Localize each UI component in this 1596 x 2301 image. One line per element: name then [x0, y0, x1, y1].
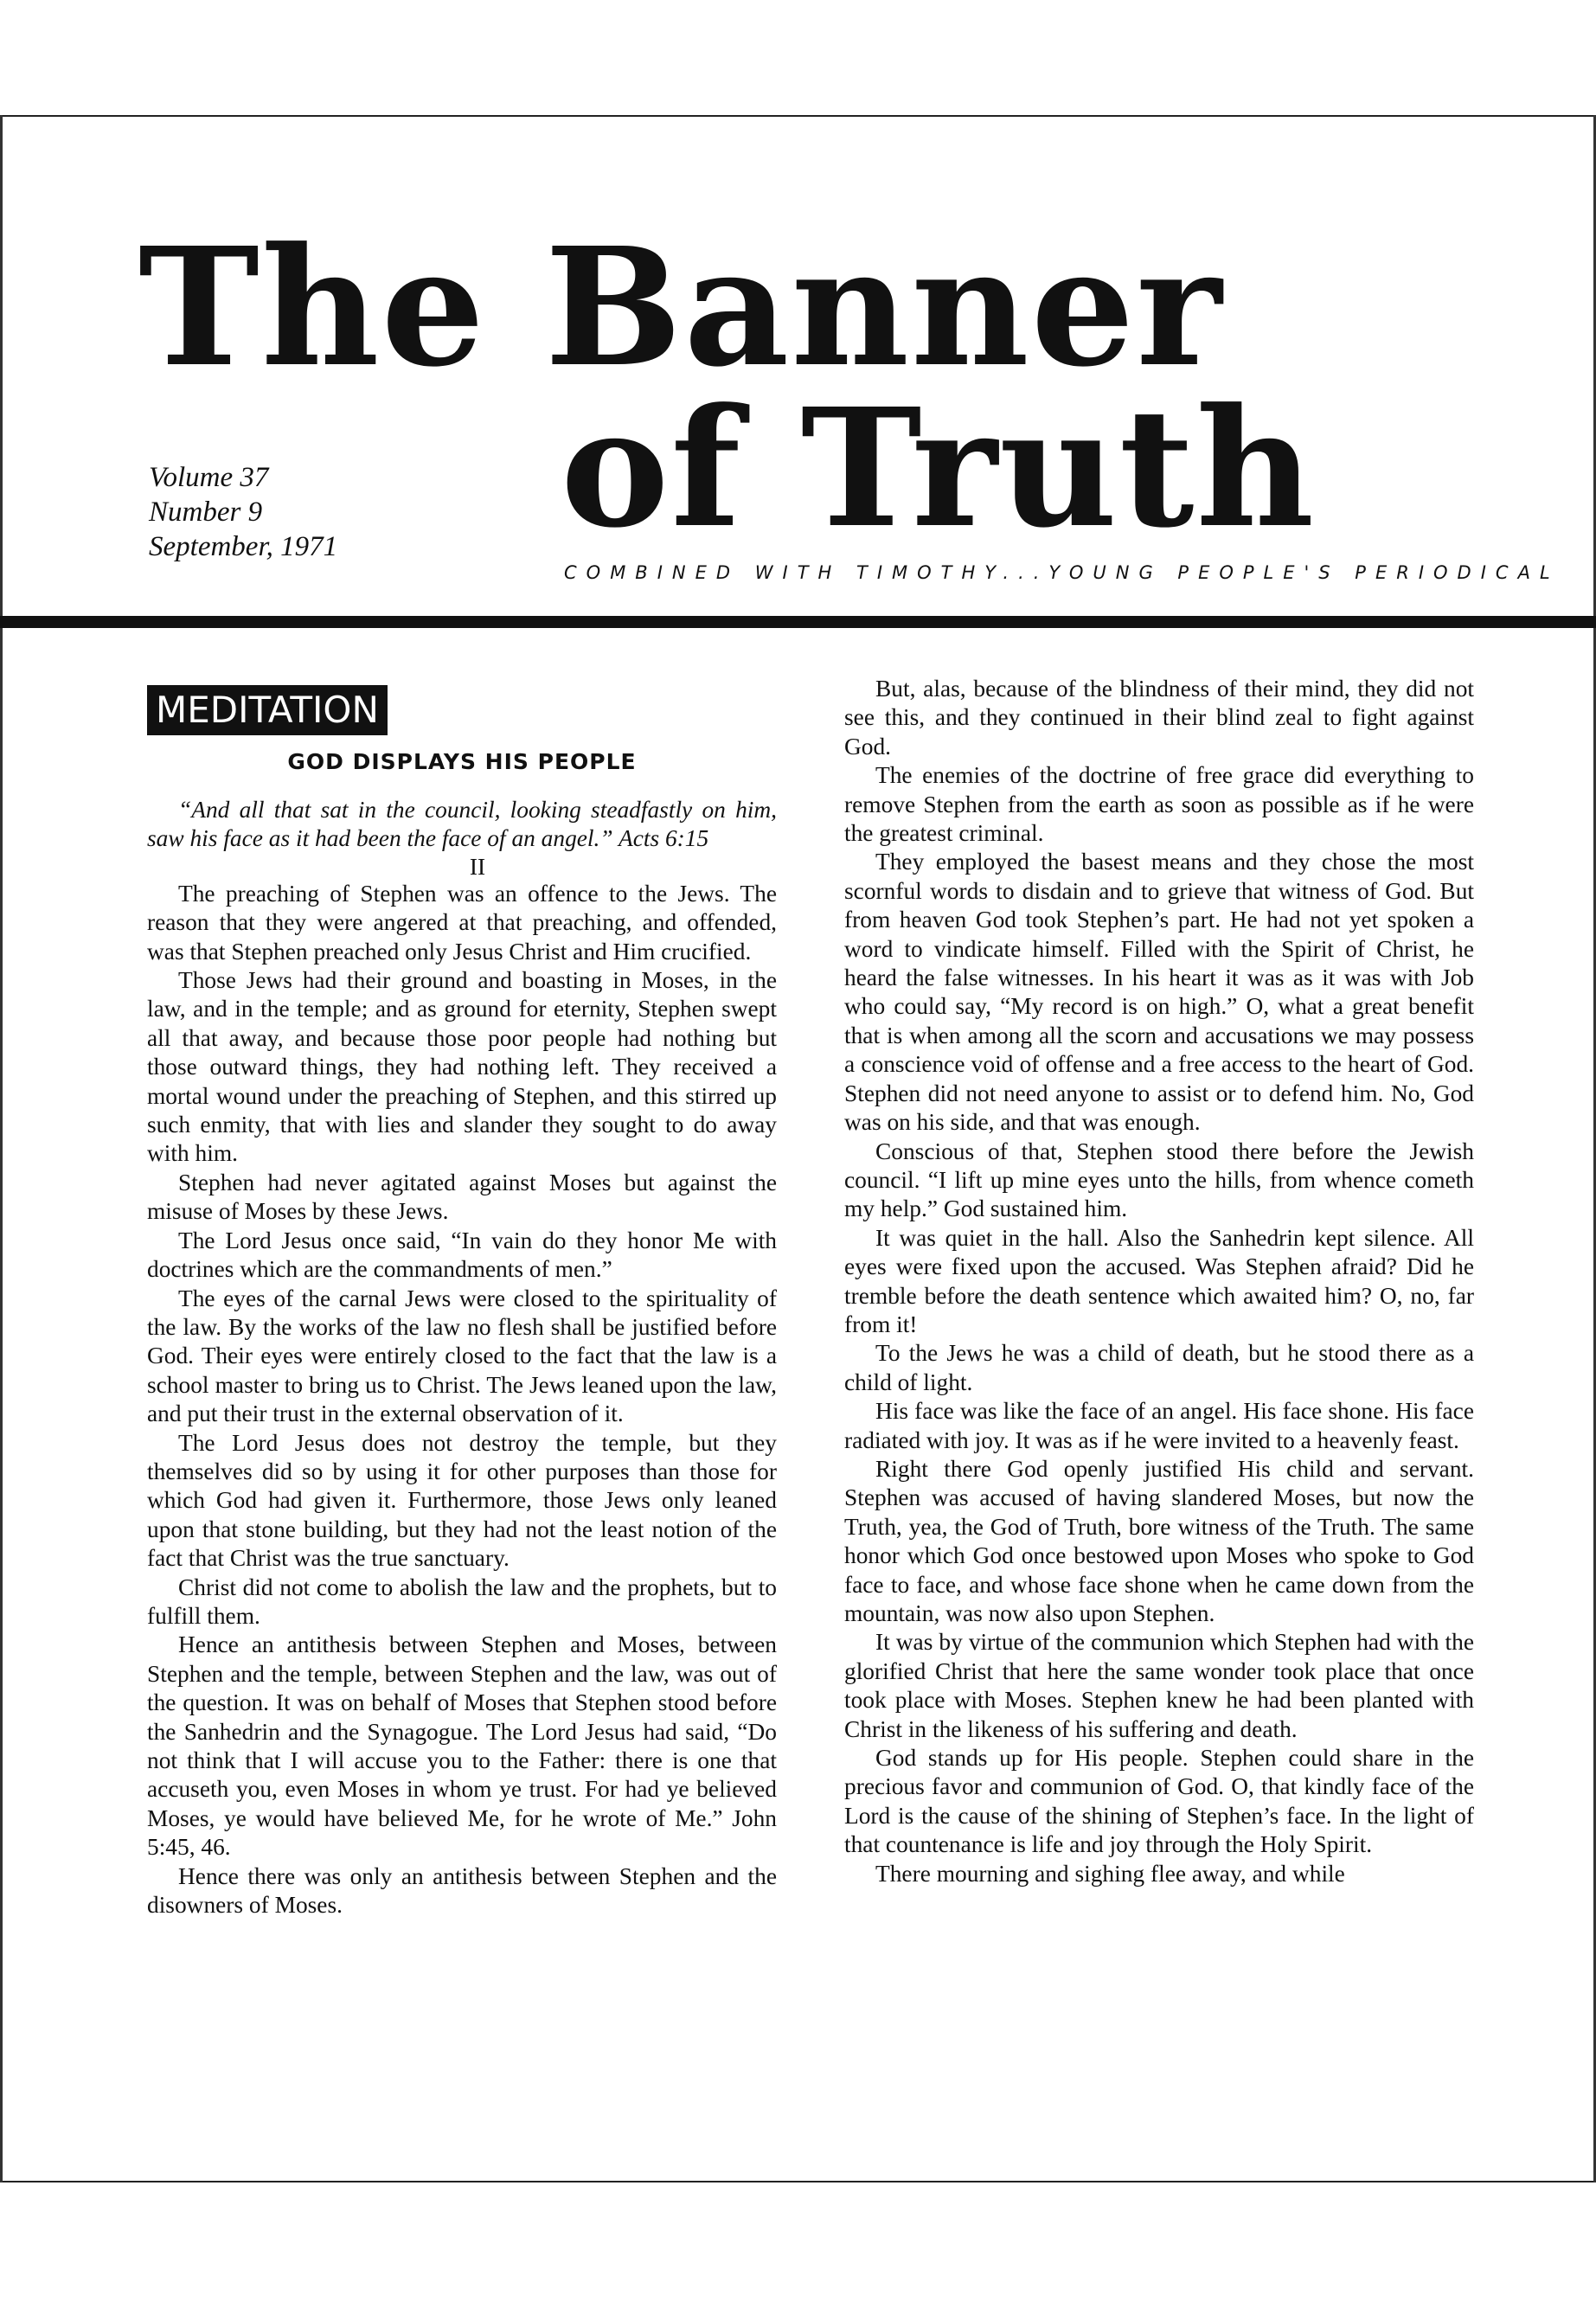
paragraph: Stephen had never agitated against Moses but against the misuse of Moses by these Jews. — [147, 1169, 777, 1225]
issue-info — [149, 460, 460, 564]
paragraph: Christ did not come to abolish the law and the prophets, but to fulfill them. — [147, 1574, 777, 1629]
article-part-number: II — [469, 853, 486, 880]
article-epigraph: “And all that sat in the council, looking steadfastly on him, saw his face as it had been the face of an angel.” Acts 6:15 — [147, 797, 777, 852]
paragraph: Those Jews had their ground and boasting in Moses, in the law, and in the temple; and as ground for eternity, Stephen swept all that away, and because those poor people had nothing but those outward things, they had nothing left. They received a mortal wound under the preaching of Stephen, and this stirred up such enmity, that with lies and slander they sought to do away with him. — [147, 967, 777, 1167]
paragraph: Hence there was only an antithesis between Stephen and the disowners of Moses. — [147, 1862, 777, 1919]
paragraph: They employed the basest means and they chose the most scornful words to disdain and to grieve that witness of God. But from heaven God took Stephen’s part. He had not yet spoken a word to vindicate himself. Filled with the Spirit of Christ, he heard the false witnesses. In his heart it was as it was with Job who could say, “My record is on high.” O, what a great benefit that is when among all the scorn and accusations we may possess a conscience void of offense and a free access to the heart of God. Stephen did not need anyone to assist or to defend him. No, God was on his side, and that was enough. — [844, 849, 1474, 1136]
masthead-title-line1: The Banner — [138, 212, 1224, 403]
masthead-divider — [0, 616, 1596, 628]
article-title: GOD DISPLAYS HIS PEOPLE — [287, 749, 637, 774]
paragraph: The Lord Jesus does not destroy the temple, but they themselves did so by using it for other purposes than those for which God had given it. Furthermore, those Jews only leaned upon that stone building, but they had not the least notion of the fact that Christ was the true sanctuary. — [147, 1429, 777, 1572]
paragraph: But, alas, because of the blindness of their mind, they did not see this, and they continued in their blind zeal to fight against God. — [844, 676, 1474, 760]
paragraph: God stands up for His people. Stephen could share in the precious favor and communion of God. O, that kindly face of the Lord is the cause of the shining of Stephen’s face. In the light of that countenance is life and joy through the Holy Spirit. — [844, 1745, 1474, 1858]
paragraph: The Lord Jesus once said, “In vain do they honor Me with doctrines which are the commandments of men.” — [147, 1227, 777, 1283]
issue-date: September, 1971 — [149, 531, 338, 562]
masthead-title-line2: of Truth — [561, 373, 1317, 564]
paragraph: The eyes of the carnal Jews were closed to the spirituality of the law. By the works of the law no flesh shall be justified before God. Their eyes were entirely closed to the fact that the law is a school master to bring us to Christ. The Jews leaned upon the law, and put their trust in the external observation of it. — [147, 1285, 777, 1427]
masthead-subtitle: COMBINED WITH TIMOTHY...YOUNG PEOPLE'S PERIODICAL — [564, 562, 1560, 583]
paragraph: Right there God openly justified His child and servant. Stephen was accused of having slandered Moses, but now the Truth, yea, the God of Truth, bore witness of the Truth. The same honor which God once bestowed upon Moses who spoke to God face to face, and whose face shone when he came down from the mountain, was now also upon Stephen. — [844, 1455, 1474, 1626]
paragraph: To the Jews he was a child of death, but he stood there as a child of light. — [844, 1340, 1474, 1395]
page-left-edge — [0, 115, 3, 2182]
paragraph: Hence an antithesis between Stephen and Moses, between Stephen and the temple, between Stephen and the law, was out of the question. It was on behalf of Moses that Stephen stood before the Sanhedrin and the Synagogue. The Lord Jesus had said, “Do not think that I will accuse you to the Father: there is one that accuseth you, even Moses in whom ye trust. For had ye believed Moses, ye would have believed Me, for he wrote of Me.” John 5:45, 46. — [147, 1631, 777, 1861]
article-column-left — [147, 675, 777, 1920]
right-paragraphs — [844, 675, 1474, 1888]
paragraph: There mourning and sighing flee away, and while — [875, 1860, 1345, 1887]
issue-volume: Volume 37 — [149, 462, 269, 493]
issue-number: Number 9 — [149, 497, 263, 528]
paragraph: Conscious of that, Stephen stood there before the Jewish council. “I lift up mine eyes unto the hills, from whence cometh my help.” God sustained him. — [844, 1138, 1474, 1222]
paragraph: The preaching of Stephen was an offence to the Jews. The reason that they were angered at that preaching, and offended, was that Stephen preached only Jesus Christ and Him crucified. — [147, 880, 777, 965]
section-label: MEDITATION — [147, 685, 388, 735]
paragraph: It was by virtue of the communion which Stephen had with the glorified Christ that here the same wonder took place that once took place with Moses. Stephen knew he had been planted with Christ in the likeness of his suffering and death. — [844, 1629, 1474, 1742]
left-paragraphs — [147, 880, 777, 1920]
paragraph: It was quiet in the hall. Also the Sanhedrin kept silence. All eyes were fixed upon the accused. Was Stephen afraid? Did he tremble before the death sentence which awaited him? O, no, far from it! — [844, 1224, 1474, 1337]
article-column-right — [844, 675, 1474, 1888]
paragraph: The enemies of the doctrine of free grace did everything to remove Stephen from the earth as soon as possible as if he were the greatest criminal. — [844, 762, 1474, 847]
paragraph: His face was like the face of an angel. His face shone. His face radiated with joy. It was as if he were invited to a heavenly feast. — [844, 1398, 1474, 1453]
